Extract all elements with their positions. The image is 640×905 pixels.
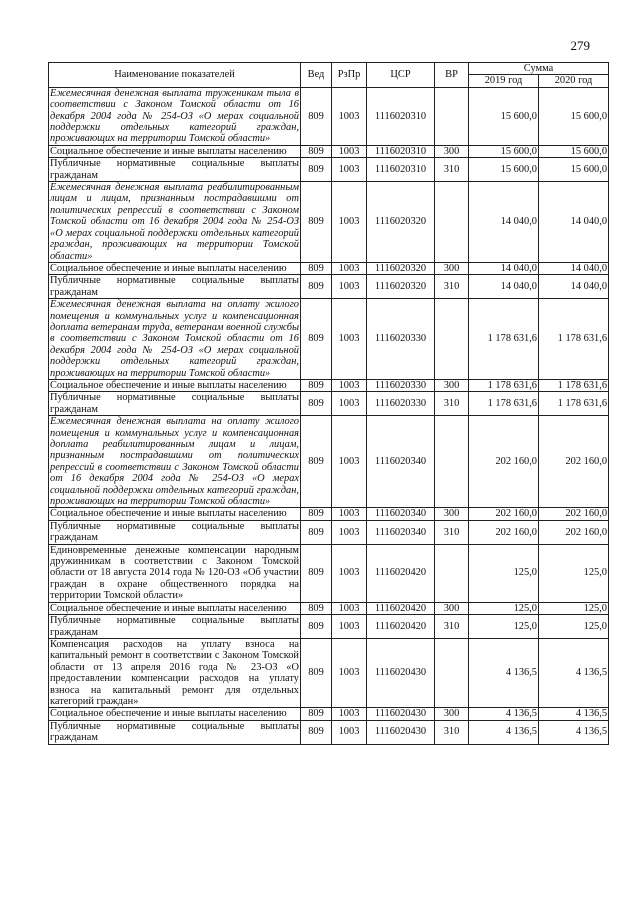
row-csr-cell: 1116020330 [367,379,435,391]
row-ved-cell: 809 [301,508,332,520]
row-rzpr-cell: 1003 [332,638,367,707]
row-ved-cell: 809 [301,299,332,380]
row-2019-cell: 4 136,5 [469,708,539,720]
row-2019-cell: 202 160,0 [469,508,539,520]
row-rzpr-cell: 1003 [332,416,367,508]
row-2019-cell: 14 040,0 [469,262,539,274]
row-2020-cell: 15 600,0 [539,145,609,157]
header-vr: ВР [435,63,469,88]
row-name-cell: Публичные нормативные социальные выплаты гражданам [50,520,299,544]
row-csr-cell: 1116020320 [367,262,435,274]
row-name-cell: Единовременные денежные компенсации народным дружинникам в соответствии с Законом Томской области от 18 августа 2014 года № 120-ОЗ «Об участии граждан в охране общественного порядка на территории Томской области» [50,544,299,602]
row-vr-cell: 300 [435,262,469,274]
row-vr-cell: 300 [435,602,469,614]
header-csr: ЦСР [367,63,435,88]
row-name-cell: Публичные нормативные социальные выплаты гражданам [50,158,299,181]
row-ved-cell: 809 [301,520,332,544]
row-vr-cell [435,87,469,145]
row-name-cell: Компенсация расходов на уплату взноса на капитальный ремонт в соответствии с Законом Томской области от 13 апреля 2016 года № 23-ОЗ «О предоставлении компенсации расходов на уплату взноса на капитальный ремонт для отдельных категорий граждан» [50,638,299,707]
row-name-cell: Социальное обеспечение и иные выплаты населению [49,262,301,274]
row-csr-cell: 1116020310 [367,158,435,182]
table-row [49,182,609,263]
row-vr-cell: 310 [435,520,469,544]
row-ved-cell: 809 [301,638,332,707]
row-2019-cell: 1 178 631,6 [469,379,539,391]
row-name-cell: Социальное обеспечение и иные выплаты населению [49,379,301,391]
row-ved-cell: 809 [301,720,332,744]
row-2020-cell: 125,0 [539,615,609,639]
row-csr-cell: 1116020340 [367,508,435,520]
row-csr-cell: 1116020310 [367,87,435,145]
row-vr-cell: 310 [435,275,469,299]
row-vr-cell [435,182,469,263]
budget-table [48,62,609,745]
row-rzpr-cell: 1003 [332,520,367,544]
table-row [49,145,609,157]
row-ved-cell: 809 [301,262,332,274]
row-csr-cell: 1116020310 [367,145,435,157]
row-rzpr-cell: 1003 [332,158,367,182]
row-csr-cell: 1116020330 [367,392,435,416]
row-ved-cell: 809 [301,602,332,614]
table-header [49,63,609,88]
row-2019-cell: 15 600,0 [469,145,539,157]
row-vr-cell [435,416,469,508]
row-csr-cell: 1116020320 [367,182,435,263]
row-name-cell: Публичные нормативные социальные выплаты гражданам [50,275,299,298]
row-vr-cell: 310 [435,158,469,182]
header-year-2019: 2019 год [469,75,539,87]
row-2020-cell: 4 136,5 [539,720,609,744]
row-rzpr-cell: 1003 [332,145,367,157]
row-ved-cell: 809 [301,158,332,182]
row-name-cell: Социальное обеспечение и иные выплаты населению [49,708,301,720]
row-rzpr-cell: 1003 [332,615,367,639]
row-2020-cell: 202 160,0 [539,508,609,520]
row-rzpr-cell: 1003 [332,262,367,274]
table-row [49,299,609,380]
table-row [49,638,609,707]
row-rzpr-cell: 1003 [332,182,367,263]
row-ved-cell: 809 [301,544,332,602]
row-2020-cell: 202 160,0 [539,416,609,508]
row-ved-cell: 809 [301,145,332,157]
row-csr-cell: 1116020330 [367,299,435,380]
row-vr-cell [435,299,469,380]
row-vr-cell [435,544,469,602]
row-rzpr-cell: 1003 [332,392,367,416]
row-rzpr-cell: 1003 [332,508,367,520]
row-name-cell: Ежемесячная денежная выплата на оплату жилого помещения и коммунальных услуг и компенсационная доплата реабилитированным лицам и лицам, признанным пострадавшими от политических репрессий в соответствии с Законом Томской области от 16 декабря 2004 года № 254-ОЗ «О мерах социальной поддержки отдельных категорий граждан, проживающих на территории Томской области» [50,416,299,508]
row-2020-cell: 14 040,0 [539,275,609,299]
header-ved: Вед [301,63,332,88]
row-name-cell: Публичные нормативные социальные выплаты гражданам [50,392,299,415]
row-2019-cell: 15 600,0 [469,87,539,145]
row-2019-cell: 125,0 [469,615,539,639]
row-vr-cell: 310 [435,615,469,639]
row-rzpr-cell: 1003 [332,544,367,602]
row-csr-cell: 1116020420 [367,544,435,602]
row-ved-cell: 809 [301,416,332,508]
table-row [49,379,609,391]
row-csr-cell: 1116020430 [367,638,435,707]
table-row [49,87,609,145]
table-row [49,262,609,274]
table-row [49,708,609,720]
row-ved-cell: 809 [301,182,332,263]
row-csr-cell: 1116020430 [367,720,435,744]
row-name-cell: Публичные нормативные социальные выплаты гражданам [50,720,299,744]
row-rzpr-cell: 1003 [332,87,367,145]
row-ved-cell: 809 [301,379,332,391]
row-2020-cell: 4 136,5 [539,638,609,707]
table-row [49,158,609,182]
row-rzpr-cell: 1003 [332,299,367,380]
row-ved-cell: 809 [301,87,332,145]
row-2020-cell: 15 600,0 [539,158,609,182]
row-2019-cell: 125,0 [469,544,539,602]
row-2019-cell: 125,0 [469,602,539,614]
row-csr-cell: 1116020420 [367,602,435,614]
table-row [49,544,609,602]
header-year-2020: 2020 год [539,75,609,87]
row-vr-cell: 300 [435,145,469,157]
row-2019-cell: 202 160,0 [469,520,539,544]
row-rzpr-cell: 1003 [332,720,367,744]
row-vr-cell: 300 [435,379,469,391]
row-2020-cell: 125,0 [539,544,609,602]
row-2019-cell: 202 160,0 [469,416,539,508]
row-ved-cell: 809 [301,392,332,416]
row-csr-cell: 1116020340 [367,416,435,508]
table-row [49,392,609,416]
row-rzpr-cell: 1003 [332,708,367,720]
row-csr-cell: 1116020430 [367,708,435,720]
page-number: 279 [570,38,590,53]
row-2020-cell: 15 600,0 [539,87,609,145]
row-name-cell: Ежемесячная денежная выплата реабилитированным лицам и лицам, признанным пострадавшими от политических репрессий в соответствии с Законом Томской области от 16 декабря 2004 года № 254-ОЗ «О мерах социальной поддержки отдельных категорий граждан, проживающих на территории Томской области» [50,182,299,262]
header-name: Наименование показателей [49,63,301,88]
row-2019-cell: 1 178 631,6 [469,299,539,380]
table-row [49,602,609,614]
row-csr-cell: 1116020420 [367,615,435,639]
table-row [49,275,609,299]
row-rzpr-cell: 1003 [332,275,367,299]
table-body [49,87,609,744]
table-row [49,508,609,520]
row-2020-cell: 14 040,0 [539,182,609,263]
table-row [49,416,609,508]
row-rzpr-cell: 1003 [332,602,367,614]
row-2020-cell: 1 178 631,6 [539,379,609,391]
row-name-cell: Социальное обеспечение и иные выплаты населению [49,602,301,614]
row-csr-cell: 1116020320 [367,275,435,299]
row-ved-cell: 809 [301,275,332,299]
table-row [49,520,609,544]
header-rzpr: РзПр [332,63,367,88]
row-2019-cell: 4 136,5 [469,638,539,707]
row-name-cell: Ежемесячная денежная выплата труженикам тыла в соответствии с Законом Томской области от 16 декабря 2004 года № 254-ОЗ «О мерах социальной поддержки отдельных категорий граждан, проживающих на территории Томской области» [50,87,299,145]
row-vr-cell: 310 [435,720,469,744]
row-2020-cell: 1 178 631,6 [539,299,609,380]
row-2020-cell: 4 136,5 [539,708,609,720]
row-2020-cell: 1 178 631,6 [539,392,609,416]
row-name-cell: Публичные нормативные социальные выплаты гражданам [50,615,299,638]
row-rzpr-cell: 1003 [332,379,367,391]
row-2019-cell: 14 040,0 [469,275,539,299]
row-name-cell: Ежемесячная денежная выплата на оплату жилого помещения и коммунальных услуг и компенсационная доплата ветеранам труда, ветеранам военной службы в соответствии с Законом Томской области от 16 декабря 2004 года № 254-ОЗ «О мерах социальной поддержки отдельных категорий граждан, проживающих на территории Томской области» [50,299,299,379]
row-vr-cell: 310 [435,392,469,416]
row-2019-cell: 1 178 631,6 [469,392,539,416]
row-vr-cell: 300 [435,508,469,520]
table-row [49,615,609,639]
row-2019-cell: 14 040,0 [469,182,539,263]
row-2020-cell: 14 040,0 [539,262,609,274]
header-sum: Сумма [469,63,609,75]
row-ved-cell: 809 [301,708,332,720]
row-name-cell: Социальное обеспечение и иные выплаты населению [49,508,301,520]
row-2020-cell: 202 160,0 [539,520,609,544]
row-vr-cell [435,638,469,707]
row-ved-cell: 809 [301,615,332,639]
row-2019-cell: 15 600,0 [469,158,539,182]
table-row [49,720,609,744]
row-name-cell: Социальное обеспечение и иные выплаты населению [49,145,301,157]
row-2020-cell: 125,0 [539,602,609,614]
row-csr-cell: 1116020340 [367,520,435,544]
row-2019-cell: 4 136,5 [469,720,539,744]
row-vr-cell: 300 [435,708,469,720]
